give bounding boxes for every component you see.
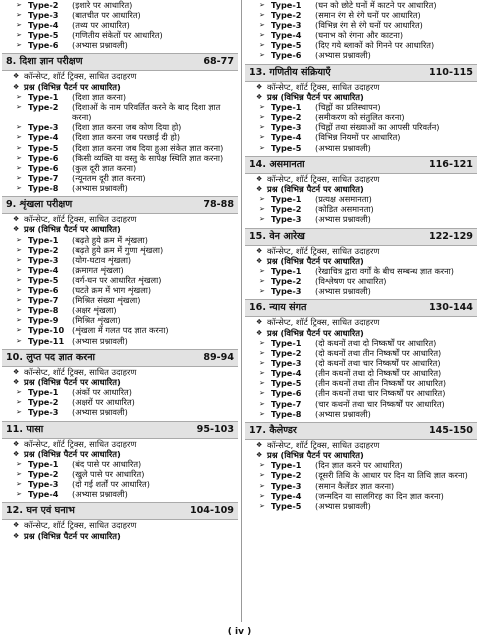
right-column — [245, 0, 477, 514]
type-label: ➢ Type-3 — [28, 122, 59, 133]
type-entry — [2, 285, 238, 295]
section-header[interactable] — [2, 421, 238, 439]
section-pages: 130-144 — [428, 302, 473, 314]
type-text: (अभ्यास प्रश्नावली) — [315, 408, 371, 419]
type-text: (दो गई शर्तों पर आधारित) — [72, 479, 150, 490]
type-label: ➢ Type-2 — [28, 244, 59, 255]
type-label: ➢ Type-6 — [271, 50, 302, 61]
type-entry — [245, 501, 477, 511]
type-label: ➢ Type-3 — [28, 10, 59, 21]
section-header[interactable] — [245, 422, 477, 440]
type-text: (बातचीत पर आधारित) — [72, 10, 141, 21]
type-label: ➢ Type-7 — [271, 398, 302, 409]
type-text: (दिशा ज्ञात करना जब कोण दिया हो) — [72, 122, 182, 133]
section-header[interactable] — [245, 299, 477, 317]
type-entry — [245, 0, 477, 10]
type-entry — [2, 489, 238, 499]
type-label: ➢ Type-1 — [28, 387, 59, 398]
toc-section — [2, 349, 238, 418]
section-title: 11. पासा — [6, 423, 44, 435]
type-label: ➢ Type-5 — [271, 500, 302, 511]
type-entry — [245, 194, 477, 204]
section-bullet: ❖ प्रश्न (विभिन्न पैटर्न पर आधारित) — [245, 450, 477, 460]
section-header[interactable] — [2, 196, 238, 214]
type-label: ➢ Type-2 — [271, 348, 302, 359]
type-entry — [245, 122, 477, 132]
type-text: (अभ्यास प्रश्नावली) — [72, 182, 128, 193]
type-text: (गणितीय संकेतों पर आधारित) — [72, 30, 163, 41]
type-text: (दिशा ज्ञात करना जब परछाई दी हो) — [72, 132, 181, 143]
section-bullet: ❖ कॉन्सेप्ट, शॉर्ट ट्रिक्स, साधित उदाहरण — [245, 440, 477, 450]
section-header[interactable] — [2, 349, 238, 367]
type-entry — [2, 173, 238, 183]
type-label: ➢ Type-2 — [271, 112, 302, 123]
type-entry — [2, 469, 238, 479]
type-label: ➢ Type-7 — [28, 295, 59, 306]
type-label: ➢ Type-4 — [271, 132, 302, 143]
section-bullet: ❖ कॉन्सेप्ट, शॉर्ट ट्रिक्स, साधित उदाहरण — [245, 82, 477, 92]
section-bullet: ❖ कॉन्सेप्ट, शॉर्ट ट्रिक्स, साधित उदाहरण — [2, 367, 238, 377]
type-entry — [2, 10, 238, 20]
section-title: 9. शृंखला परीक्षण — [6, 199, 73, 210]
type-text: (अक्षर शृंखला) — [72, 305, 117, 316]
type-text: (अभ्यास प्रश्नावली) — [315, 50, 371, 61]
type-label: ➢ Type-5 — [28, 30, 59, 41]
section-pages: 68-77 — [203, 56, 234, 68]
type-label: ➢ Type-1 — [28, 234, 59, 245]
type-label: ➢ Type-2 — [271, 470, 302, 481]
section-bullet: ❖ प्रश्न (विभिन्न पैटर्न पर आधारित) — [245, 256, 477, 266]
type-entry — [245, 276, 477, 286]
type-text: (अभ्यास प्रश्नावली) — [315, 286, 371, 297]
type-label: ➢ Type-6 — [271, 388, 302, 399]
type-label: ➢ Type-10 — [28, 325, 65, 336]
column-divider — [241, 0, 242, 622]
type-entry — [2, 255, 238, 265]
type-label: ➢ Type-4 — [28, 20, 59, 31]
type-text: (बढ़ते हुये क्रम में शृंखला) — [72, 234, 148, 245]
type-entry — [2, 163, 238, 173]
type-entry — [2, 295, 238, 305]
type-entry — [2, 153, 238, 163]
type-text: (अभ्यास प्रश्नावली) — [72, 407, 128, 418]
type-text: (चिह्नों तथा संख्याओं का आपसी परिवर्तन) — [315, 122, 440, 133]
type-entry — [2, 183, 238, 193]
type-label: ➢ Type-5 — [271, 40, 302, 51]
type-entry — [245, 143, 477, 153]
toc-section — [245, 64, 477, 153]
type-text: (घटते क्रम में भाग शृंखला) — [72, 285, 152, 296]
type-entry — [2, 275, 238, 285]
type-label: ➢ Type-4 — [28, 489, 59, 500]
type-entry — [2, 143, 238, 153]
type-entry — [245, 40, 477, 50]
type-entry — [2, 265, 238, 275]
type-label: ➢ Type-2 — [28, 0, 59, 10]
type-label: ➢ Type-6 — [28, 152, 59, 163]
type-label: ➢ Type-3 — [271, 480, 302, 491]
type-label: ➢ Type-2 — [28, 102, 59, 113]
type-entry — [2, 30, 238, 40]
section-pages: 122-129 — [428, 230, 473, 242]
type-label: ➢ Type-2 — [28, 397, 59, 408]
type-label: ➢ Type-5 — [271, 378, 302, 389]
type-entry — [2, 102, 238, 122]
section-header[interactable] — [245, 228, 477, 246]
section-pages: 89-94 — [203, 351, 234, 363]
type-label: ➢ Type-1 — [28, 459, 59, 470]
section-bullet: ❖ कॉन्सेप्ट, शॉर्ट ट्रिक्स, साधित उदाहरण — [2, 520, 238, 530]
type-text: (इशारे पर आधारित) — [72, 0, 133, 10]
toc-section — [245, 299, 477, 418]
type-entry — [245, 481, 477, 491]
section-header[interactable] — [2, 53, 238, 71]
type-text: (घनाभ को रंगना और काटना) — [315, 30, 404, 41]
type-entry — [2, 122, 238, 132]
type-label: ➢ Type-3 — [271, 20, 302, 31]
type-label: ➢ Type-11 — [28, 335, 65, 346]
type-entry — [245, 286, 477, 296]
type-entry — [245, 204, 477, 214]
type-entry — [245, 10, 477, 20]
section-header[interactable] — [245, 64, 477, 82]
type-text: (बंद पासे पर आधारित) — [72, 459, 142, 470]
type-label: ➢ Type-4 — [271, 30, 302, 41]
type-text: (योग-घटाव शृंखला) — [72, 254, 132, 265]
type-text: (शृंखला में गलत पद ज्ञात करना) — [72, 325, 169, 336]
section-pages: 145-150 — [428, 424, 473, 436]
section-title: 8. दिशा ज्ञान परीक्षण — [6, 56, 83, 68]
type-entry — [2, 336, 238, 346]
continued-types — [245, 0, 477, 61]
continued-types — [2, 0, 238, 50]
type-label: ➢ Type-2 — [271, 10, 302, 21]
type-label: ➢ Type-1 — [271, 0, 302, 10]
type-label: ➢ Type-9 — [28, 315, 59, 326]
type-text: (खुले पासे पर आधारित) — [72, 469, 145, 480]
type-entry — [2, 0, 238, 10]
type-entry — [245, 358, 477, 368]
section-bullet: ❖ प्रश्न (विभिन्न पैटर्न पर आधारित) — [245, 184, 477, 194]
type-label: ➢ Type-3 — [271, 214, 302, 225]
type-entry — [245, 460, 477, 470]
type-text: (कोडित असमानता) — [315, 204, 374, 215]
type-text: (तीन कथनों तथा तीन निष्कर्षों पर आधारित) — [315, 378, 447, 389]
type-label: ➢ Type-4 — [28, 264, 59, 275]
type-entry — [2, 305, 238, 315]
type-entry — [2, 325, 238, 335]
type-label: ➢ Type-2 — [271, 276, 302, 287]
type-text: (विभिन्न नियमों पर आधारित) — [315, 132, 401, 143]
type-entry — [2, 92, 238, 102]
type-label: ➢ Type-8 — [271, 408, 302, 419]
type-text: (दिशाओं के नाम परिवर्तित करने के बाद दिशा ज्ञात करना) — [72, 102, 221, 123]
type-text: (दिए गये ब्लाकों को गिनने पर आधारित) — [315, 40, 435, 51]
toc-section — [245, 422, 477, 511]
type-label: ➢ Type-7 — [28, 172, 59, 183]
type-entry — [2, 397, 238, 407]
type-text: (विभिन्न रंग से रंगे घनों पर आधारित) — [315, 20, 423, 31]
type-label: ➢ Type-2 — [28, 469, 59, 480]
type-label: ➢ Type-5 — [28, 142, 59, 153]
type-entry — [2, 132, 238, 142]
type-text: (समीकरण को संतुलित करना) — [315, 112, 405, 123]
type-text: (क्रमागत शृंखला) — [72, 264, 124, 275]
section-bullet: ❖ कॉन्सेप्ट, शॉर्ट ट्रिक्स, साधित उदाहरण — [245, 174, 477, 184]
type-entry — [245, 491, 477, 501]
type-label: ➢ Type-1 — [28, 92, 59, 103]
type-label: ➢ Type-1 — [271, 266, 302, 277]
section-pages: 110-115 — [428, 66, 473, 78]
section-title: 14. असमानता — [249, 158, 305, 170]
type-entry — [245, 20, 477, 30]
section-pages: 104-109 — [189, 505, 234, 517]
type-entry — [2, 479, 238, 489]
type-text: (बढ़ते हुये क्रम में गुणा शृंखला) — [72, 244, 164, 255]
type-entry — [2, 459, 238, 469]
section-title: 13. गणितीय संक्रियाएँ — [249, 66, 331, 78]
type-label: ➢ Type-1 — [271, 460, 302, 471]
type-text: (तीन कथनों तथा चार निष्कर्षों पर आधारित) — [315, 388, 446, 399]
section-bullet: ❖ कॉन्सेप्ट, शॉर्ट ट्रिक्स, साधित उदाहरण — [2, 439, 238, 449]
section-bullet: ❖ कॉन्सेप्ट, शॉर्ट ट्रिक्स, साधित उदाहरण — [245, 246, 477, 256]
type-text: (जन्मदिन या सालगिरह का दिन ज्ञात करना) — [315, 490, 444, 501]
type-entry — [2, 407, 238, 417]
type-text: (कुल दूरी ज्ञात करना) — [72, 162, 137, 173]
type-text: (तीन कथनों तथा दो निष्कर्षों पर आधारित) — [315, 368, 442, 379]
type-entry — [245, 50, 477, 60]
type-entry — [2, 40, 238, 50]
type-label: ➢ Type-3 — [28, 479, 59, 490]
type-text: (दिशा ज्ञात करना जब दिया हुआ संकेत ज्ञात करना) — [72, 142, 224, 153]
type-label: ➢ Type-3 — [28, 254, 59, 265]
type-text: (मिश्रित संख्या शृंखला) — [72, 295, 141, 306]
type-entry — [245, 368, 477, 378]
toc-section — [2, 421, 238, 500]
type-entry — [245, 470, 477, 480]
type-entry — [245, 409, 477, 419]
type-entry — [245, 112, 477, 122]
type-entry — [2, 20, 238, 30]
type-text: (अक्षरों पर आधारित) — [72, 397, 135, 408]
type-text: (दो कथनों तथा तीन निष्कर्षों पर आधारित) — [315, 348, 442, 359]
toc-section — [2, 196, 238, 346]
section-bullet: ❖ कॉन्सेप्ट, शॉर्ट ट्रिक्स, साधित उदाहरण — [2, 214, 238, 224]
type-text: (अभ्यास प्रश्नावली) — [72, 335, 128, 346]
left-column — [2, 0, 238, 544]
toc-section — [2, 53, 238, 193]
section-header[interactable] — [245, 156, 477, 174]
type-text: (अंकों पर आधारित) — [72, 387, 132, 398]
section-bullet: ❖ प्रश्न (विभिन्न पैटर्न पर आधारित) — [245, 92, 477, 102]
type-label: ➢ Type-2 — [271, 204, 302, 215]
type-entry — [245, 399, 477, 409]
section-bullet: ❖ प्रश्न (विभिन्न पैटर्न पर आधारित) — [2, 531, 238, 541]
type-label: ➢ Type-3 — [271, 286, 302, 297]
type-label: ➢ Type-5 — [271, 142, 302, 153]
type-entry — [245, 378, 477, 388]
type-text: (दो कथनों तथा दो निष्कर्षों पर आधारित) — [315, 337, 437, 348]
section-bullet: ❖ प्रश्न (विभिन्न पैटर्न पर आधारित) — [2, 82, 238, 92]
type-label: ➢ Type-8 — [28, 305, 59, 316]
type-text: (न्यूनतम दूरी ज्ञात करना) — [72, 172, 146, 183]
type-text: (समान रंग से रंगे घनों पर आधारित) — [315, 10, 421, 21]
type-entry — [2, 387, 238, 397]
section-bullet: ❖ प्रश्न (विभिन्न पैटर्न पर आधारित) — [2, 224, 238, 234]
type-text: (तथ्य पर आधारित) — [72, 20, 130, 31]
section-title: 16. न्याय संगत — [249, 302, 307, 314]
section-bullet: ❖ कॉन्सेप्ट, शॉर्ट ट्रिक्स, साधित उदाहरण — [2, 71, 238, 81]
type-text: (दिशा ज्ञात करना) — [72, 92, 127, 103]
type-label: ➢ Type-3 — [28, 407, 59, 418]
section-pages: 95-103 — [196, 423, 234, 435]
type-text: (दूसरी तिथि के आधार पर दिन या तिथि ज्ञात करना) — [315, 470, 468, 481]
type-label: ➢ Type-6 — [28, 285, 59, 296]
type-text: (चिह्नों का प्रतिस्थापन) — [315, 102, 381, 113]
type-entry — [245, 348, 477, 358]
section-bullet: ❖ प्रश्न (विभिन्न पैटर्न पर आधारित) — [2, 449, 238, 459]
section-title: 12. घन एवं घनाभ — [6, 505, 75, 517]
type-label: ➢ Type-5 — [28, 274, 59, 285]
type-text: (दो कथनों तथा चार निष्कर्षों पर आधारित) — [315, 358, 441, 369]
type-text: (मिश्रित शृंखला) — [72, 315, 121, 326]
type-label: ➢ Type-3 — [271, 122, 302, 133]
section-title: 15. वेन आरेख — [249, 230, 305, 242]
type-text: (वर्ग-घन पर आधारित शृंखला) — [72, 274, 162, 285]
type-text: (प्रत्यक्ष असमानता) — [315, 194, 372, 205]
section-bullet: ❖ प्रश्न (विभिन्न पैटर्न पर आधारित) — [2, 377, 238, 387]
type-entry — [245, 214, 477, 224]
section-bullet: ❖ प्रश्न (विभिन्न पैटर्न पर आधारित) — [245, 328, 477, 338]
type-text: (अभ्यास प्रश्नावली) — [315, 142, 371, 153]
type-text: (दिन ज्ञात करने पर आधारित) — [315, 460, 403, 471]
type-label: ➢ Type-4 — [28, 132, 59, 143]
type-entry — [2, 245, 238, 255]
type-text: (अभ्यास प्रश्नावली) — [315, 214, 371, 225]
type-text: (रेखाचित्र द्वारा वर्गों के बीच सम्बन्ध ज्ञात करना) — [315, 266, 454, 277]
type-text: (अभ्यास प्रश्नावली) — [72, 489, 128, 500]
toc-section — [2, 502, 238, 541]
type-text: (चार कथनों तथा चार निष्कर्षों पर आधारित) — [315, 398, 445, 409]
type-text: (अभ्यास प्रश्नावली) — [72, 40, 128, 51]
type-entry — [245, 338, 477, 348]
section-bullet: ❖ कॉन्सेप्ट, शॉर्ट ट्रिक्स, साधित उदाहरण — [245, 317, 477, 327]
type-label: ➢ Type-4 — [271, 490, 302, 501]
type-entry — [2, 315, 238, 325]
type-text: (अभ्यास प्रश्नावली) — [315, 500, 371, 511]
type-text: (विश्लेषण पर आधारित) — [315, 276, 387, 287]
section-pages: 116-121 — [428, 158, 473, 170]
type-label: ➢ Type-6 — [28, 162, 59, 173]
type-label: ➢ Type-4 — [271, 368, 302, 379]
type-entry — [245, 102, 477, 112]
type-label: ➢ Type-3 — [271, 358, 302, 369]
type-entry — [245, 266, 477, 276]
section-title: 10. लुप्त पद ज्ञात करना — [6, 351, 96, 363]
page-number: ( iv ) — [227, 627, 252, 637]
type-entry — [245, 30, 477, 40]
type-label: ➢ Type-1 — [271, 337, 302, 348]
toc-section — [245, 156, 477, 225]
type-label: ➢ Type-6 — [28, 40, 59, 51]
type-entry — [245, 388, 477, 398]
type-text: (घन को छोटे घनों में काटने पर आधारित) — [315, 0, 437, 10]
section-title: 17. कैलेण्डर — [249, 424, 297, 436]
toc-section — [245, 228, 477, 297]
section-pages: 78-88 — [203, 199, 234, 210]
section-header[interactable] — [2, 502, 238, 520]
type-entry — [245, 132, 477, 142]
type-label: ➢ Type-8 — [28, 182, 59, 193]
type-entry — [2, 235, 238, 245]
type-label: ➢ Type-1 — [271, 194, 302, 205]
type-label: ➢ Type-1 — [271, 102, 302, 113]
type-text: (किसी व्यक्ति या वस्तु के सापेक्ष स्थिति ज्ञात करना) — [72, 152, 224, 163]
type-text: (समान कैलेंडर ज्ञात करना) — [315, 480, 395, 491]
